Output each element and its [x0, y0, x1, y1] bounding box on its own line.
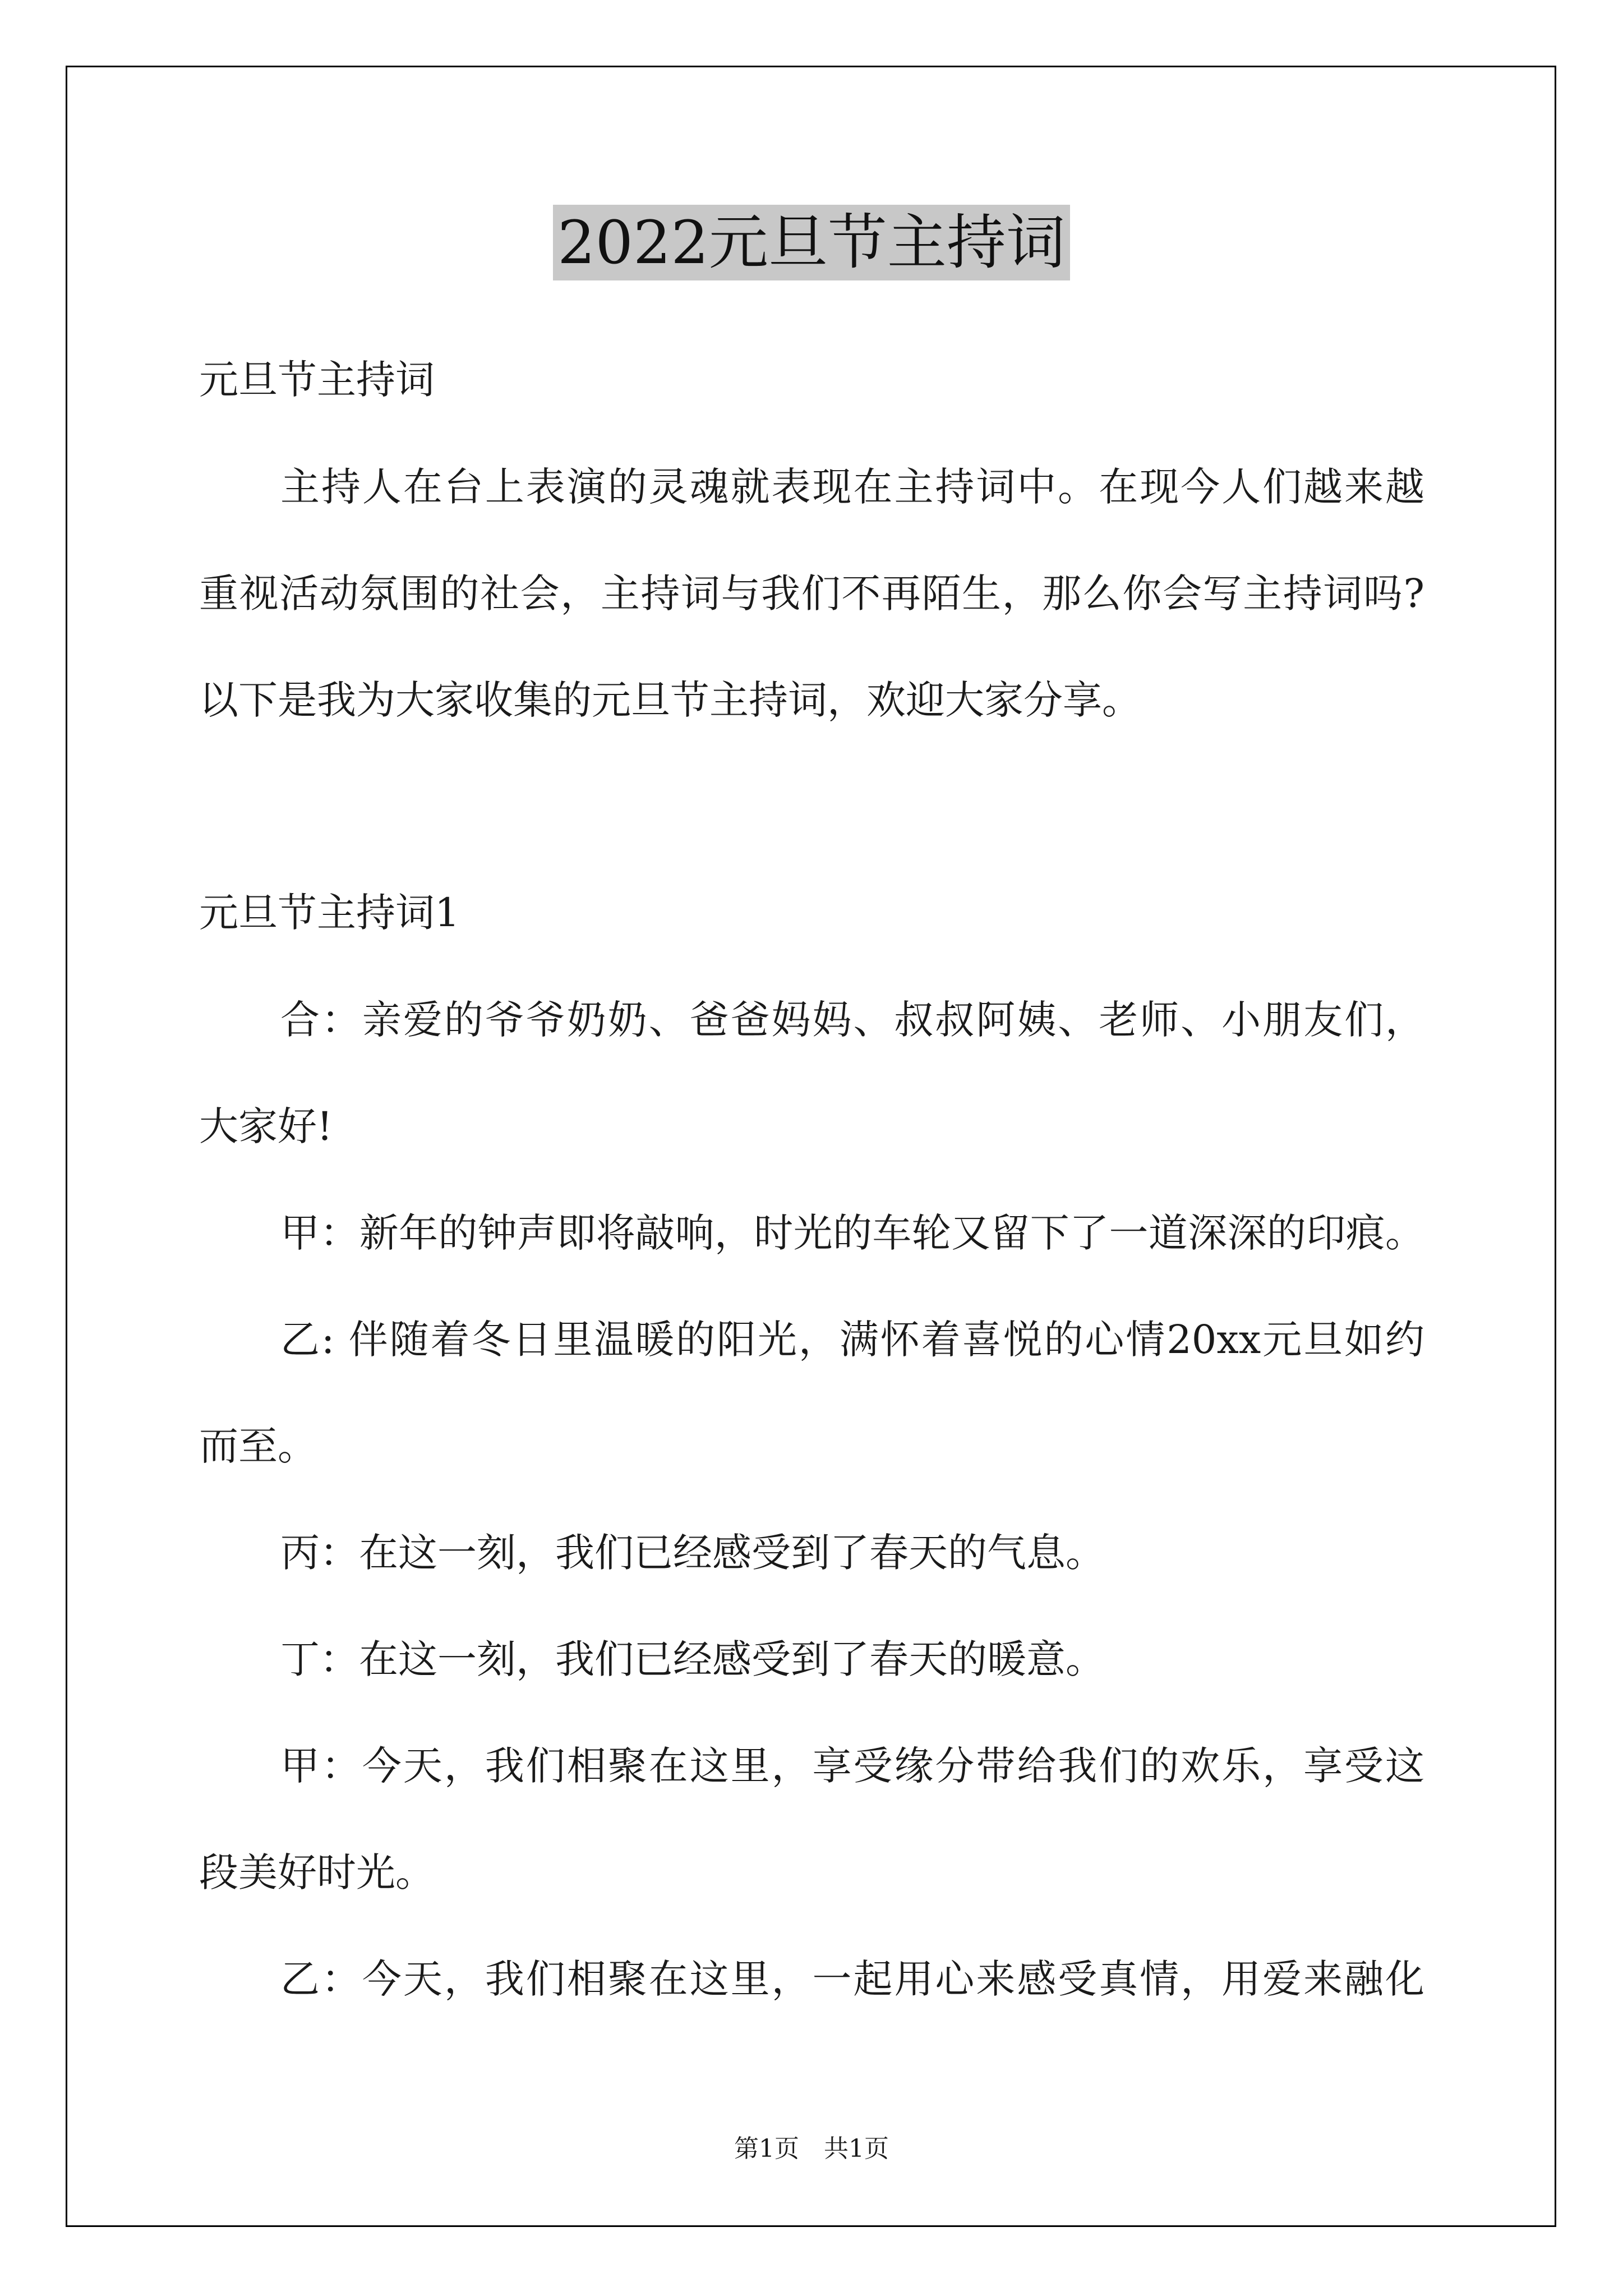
paragraph-line: 段美好时光。	[199, 1849, 435, 1895]
paragraph-line: 而至。	[199, 1423, 317, 1469]
paragraph-line: 乙: 伴随着冬日里温暖的阳光，满怀着喜悦的心情20xx元旦如约	[280, 1317, 1424, 1363]
paragraph-line: 甲：今天，我们相聚在这里，享受缘分带给我们的欢乐，享受这	[280, 1743, 1424, 1789]
paragraph-line: 丙：在这一刻，我们已经感受到了春天的气息。	[280, 1530, 1105, 1576]
section-heading: 元旦节主持词	[199, 357, 435, 403]
paragraph-line: 甲：新年的钟声即将敲响，时光的车轮又留下了一道深深的印痕。	[280, 1210, 1424, 1256]
paragraph-line: 大家好!	[199, 1103, 333, 1149]
document-title: 2022元旦节主持词	[553, 205, 1070, 280]
section-heading: 元旦节主持词1	[199, 890, 460, 936]
paragraph-line: 重视活动氛围的社会，主持词与我们不再陌生，那么你会写主持词吗?	[199, 570, 1424, 616]
page-footer: 第1页 共1页	[734, 2134, 889, 2163]
paragraph-line: 以下是我为大家收集的元旦节主持词，欢迎大家分享。	[199, 677, 1141, 723]
paragraph-line: 主持人在台上表演的灵魂就表现在主持词中。在现今人们越来越	[280, 464, 1424, 510]
title-container	[0, 205, 1623, 280]
paragraph-line: 丁：在这一刻，我们已经感受到了春天的暖意。	[280, 1636, 1105, 1682]
paragraph-line: 合：亲爱的爷爷奶奶、爸爸妈妈、叔叔阿姨、老师、小朋友们，	[280, 997, 1424, 1043]
paragraph-line: 乙：今天，我们相聚在这里，一起用心来感受真情，用爱来融化	[280, 1956, 1424, 2002]
